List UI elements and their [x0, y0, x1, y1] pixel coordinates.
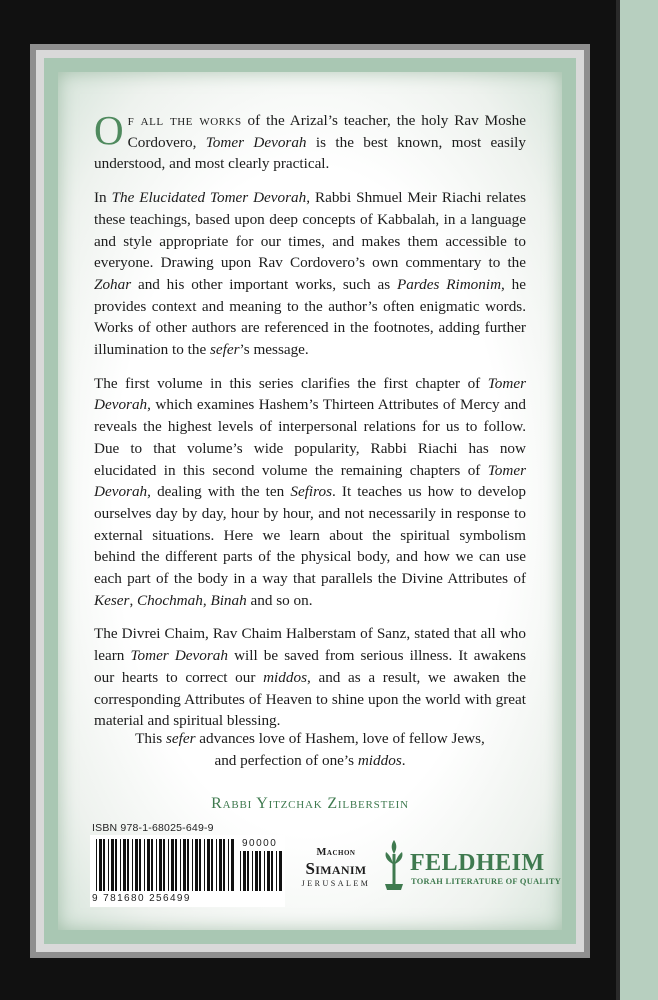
barcode-bar [279, 851, 282, 891]
barcode-bar [187, 839, 189, 891]
barcode-bar [216, 839, 217, 891]
barcode-bar [240, 851, 241, 891]
barcode-bar [156, 839, 157, 891]
book-spine [620, 0, 658, 1000]
endorsement-quote: This sefer advances love of Hashem, love of fellow Jews, and perfection of one’s middos. [135, 730, 485, 769]
barcode-bar [228, 839, 229, 891]
barcode-bar [276, 851, 277, 891]
barcode-bar [115, 839, 117, 891]
machon-line-3: JERUSALEM [301, 878, 371, 888]
barcode-bar [255, 851, 258, 891]
blurb-paragraph-1: Of all the works of the Arizal’s teacher, the holy Rav Moshe Cordovero, Tomer Devorah is the best known, most easily understood, and most clearly practical. [94, 107, 526, 173]
barcode-bar [147, 839, 150, 891]
barcode-bar [111, 839, 114, 891]
barcode-bar [271, 851, 273, 891]
barcode-bar [132, 839, 133, 891]
barcode-bar [123, 839, 126, 891]
barcode-bar [168, 839, 169, 891]
feldheim-tagline: TORAH LITERATURE OF QUALITY [411, 877, 562, 886]
barcode-bar [247, 851, 249, 891]
barcode-bar [144, 839, 145, 891]
machon-line-1: Machon [316, 847, 356, 858]
machon-simanim-logo [296, 848, 376, 888]
barcode-bar [223, 839, 225, 891]
blurb-body [94, 107, 527, 744]
barcode-bar [267, 851, 270, 891]
barcode-bar [204, 839, 205, 891]
barcode-bar [183, 839, 186, 891]
barcode-main-bars [96, 839, 234, 891]
barcode-bar [252, 851, 253, 891]
drop-cap: O [94, 107, 124, 153]
blurb-paragraph-2: In The Elucidated Tomer Devorah, Rabbi Shmuel Meir Riachi relates these teachings, based upon deep concepts of Kabbalah, in a language and style appropriate for our times, and makes them accessible to everyone. Drawing upon Rav Cordovero’s own commentary to the Zohar and his other important works, such as Pardes Rimonim, he provides context and meaning to the author’s often enigmatic words. Works of other authors are referenced in the footnotes, adding further illumination to the sefer’s message. [94, 189, 527, 359]
barcode-bar [199, 839, 201, 891]
barcode-bar [171, 839, 174, 891]
barcode-bar [219, 839, 222, 891]
barcode-bar [151, 839, 153, 891]
barcode-bar [96, 839, 97, 891]
barcode-bar [259, 851, 261, 891]
barcode-bar [192, 839, 193, 891]
barcode-bar [175, 839, 177, 891]
barcode-bar [231, 839, 234, 891]
blurb-paragraph-3: The first volume in this series clarifies the first chapter of Tomer Devorah, which examines Hashem’s Thirteen Attributes of Mercy and reveals the highest levels of interpersonal relations for us to follow. Due to that volume’s wide popularity, Rabbi Riachi has now elucidated in this second volume the remaining chapters of Tomer Devorah, dealing with the ten Sefiros. It teaches us how to develop ourselves day by day, hour by hour, and not necessarily in response to external situations. Here we learn about the spiritual symbolism behind the different parts of the physical body, and how we can use each part of the body in a way that parallels the Divine Attributes of Keser, Chochmah, Binah and so on. [94, 374, 527, 609]
endorsement-author: Rabbi Yitzchak Zilberstein [211, 795, 409, 812]
machon-line-2: Simanim [305, 858, 367, 878]
barcode-bar [99, 839, 102, 891]
barcode-bar [159, 839, 162, 891]
barcode-bar [127, 839, 129, 891]
barcode-addon-digits: 90000 [242, 838, 278, 849]
isbn-label: ISBN 978-1-68025-649-9 [92, 822, 214, 834]
feldheim-logo-text: FELDHEIM [410, 850, 545, 876]
barcode-bar [108, 839, 109, 891]
barcode-bar [195, 839, 198, 891]
barcode [90, 835, 285, 907]
barcode-bar [120, 839, 121, 891]
barcode-bar [139, 839, 141, 891]
barcode-bar [163, 839, 165, 891]
barcode-digits: 9 781680 256499 [92, 893, 191, 904]
barcode-bar [103, 839, 105, 891]
barcode-bar [264, 851, 265, 891]
barcode-bar [135, 839, 138, 891]
barcode-addon-bars [240, 851, 282, 891]
barcode-bar [243, 851, 246, 891]
barcode-bar [211, 839, 213, 891]
barcode-bar [207, 839, 210, 891]
feldheim-tree-icon [381, 838, 407, 892]
blurb-paragraph-4: The Divrei Chaim, Rav Chaim Halberstam of Sanz, stated that all who learn Tomer Devorah will be saved from serious illness. It awakens our hearts to correct our middos, and as a result, we awaken the corresponding Attributes of Heaven to shine upon the world with great material and spiritual blessing. [94, 625, 526, 730]
barcode-bar [180, 839, 181, 891]
